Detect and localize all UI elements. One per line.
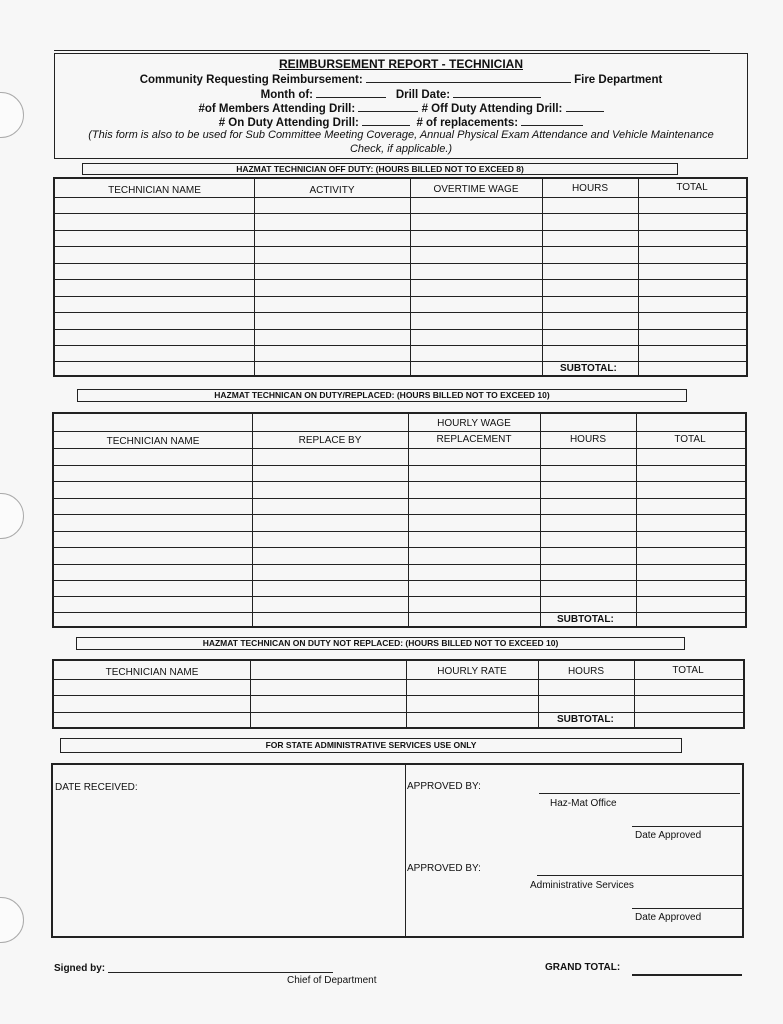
section3-subtotal-label: SUBTOTAL: — [557, 714, 614, 725]
col-hours: HOURS — [567, 666, 605, 677]
punch-hole — [0, 493, 24, 539]
approved-by-label-2: APPROVED BY: — [407, 863, 481, 874]
punch-hole — [0, 92, 24, 138]
on-duty-count-field[interactable] — [362, 115, 410, 126]
state-use-banner: FOR STATE ADMINISTRATIVE SERVICES USE ONLY — [60, 738, 682, 753]
members-label: #of Members Attending Drill: — [198, 103, 356, 115]
members-field[interactable] — [358, 101, 418, 112]
date-approved-label-1: Date Approved — [635, 830, 702, 841]
section2-banner: HAZMAT TECHNICAN ON DUTY/REPLACED: (HOURS BILLED NOT TO EXCEED 10) — [77, 389, 687, 402]
header-top-rule — [54, 50, 710, 51]
signed-by-label: Signed by: — [54, 963, 106, 974]
section3-table — [52, 659, 745, 729]
drill-date-field[interactable] — [453, 87, 541, 98]
community-field[interactable] — [366, 72, 571, 83]
section1-subtotal-label: SUBTOTAL: — [560, 363, 617, 374]
approved-by-line-2[interactable] — [537, 875, 742, 876]
section2-table — [52, 412, 747, 628]
replacements-field[interactable] — [521, 115, 583, 126]
date-approved-line-2[interactable] — [632, 908, 742, 909]
form-note-line-2: Check, if applicable.) — [349, 143, 453, 155]
date-approved-label-2: Date Approved — [635, 912, 702, 923]
col-technician-name: TECHNICIAN NAME — [108, 185, 201, 196]
section1-banner: HAZMAT TECHNICIAN OFF DUTY: (HOURS BILLED NOT TO EXCEED 8) — [82, 163, 678, 175]
approved-by-label-1: APPROVED BY: — [407, 781, 481, 792]
approved-by-line-1[interactable] — [539, 793, 740, 794]
grand-total-label: GRAND TOTAL: — [545, 962, 621, 973]
section2-subtotal-label: SUBTOTAL: — [557, 614, 614, 625]
off-duty-count-field[interactable] — [566, 101, 604, 112]
date-approved-line-1[interactable] — [632, 826, 742, 827]
on-duty-count-label: # On Duty Attending Drill: — [218, 117, 359, 129]
col-activity: ACTIVITY — [309, 185, 355, 196]
community-label: Community Requesting Reimbursement: — [139, 74, 363, 86]
signature-line[interactable] — [108, 972, 333, 973]
form-note-line-1: (This form is also to be used for Sub Committee Meeting Coverage, Annual Physical Exam Attendance and Vehicle Maintenance — [88, 129, 714, 141]
hazmat-office-label: Haz-Mat Office — [550, 798, 617, 809]
month-field[interactable] — [316, 87, 386, 98]
col-hourly-wage: HOURLY WAGE — [437, 418, 511, 429]
date-received-label: DATE RECEIVED: — [55, 782, 138, 793]
month-label: Month of: — [260, 89, 314, 101]
form-title: REIMBURSEMENT REPORT - TECHNICIAN — [278, 57, 523, 71]
col-hours: HOURS — [569, 434, 607, 445]
col-total: TOTAL — [672, 665, 704, 676]
header-box — [54, 53, 748, 159]
col-hourly-rate: HOURLY RATE — [437, 666, 507, 677]
fire-department-label: Fire Department — [574, 74, 663, 86]
admin-services-label: Administrative Services — [530, 880, 634, 891]
punch-hole — [0, 897, 24, 943]
col-total: TOTAL — [674, 434, 706, 445]
section3-banner: HAZMAT TECHNICAN ON DUTY NOT REPLACED: (HOURS BILLED NOT TO EXCEED 10) — [76, 637, 685, 650]
section1-table — [53, 177, 748, 377]
col-overtime-wage: OVERTIME WAGE — [433, 184, 519, 195]
col-technician-name: TECHNICIAN NAME — [106, 436, 200, 447]
col-total: TOTAL — [676, 182, 708, 193]
col-replace-by: REPLACE BY — [298, 435, 362, 446]
state-use-box — [51, 763, 744, 938]
replacements-label: # of replacements: — [416, 117, 519, 129]
drill-date-label: Drill Date: — [395, 89, 451, 101]
off-duty-count-label: # Off Duty Attending Drill: — [421, 103, 563, 115]
col-technician-name: TECHNICIAN NAME — [105, 667, 199, 678]
col-replacement: REPLACEMENT — [436, 434, 512, 445]
col-hours: HOURS — [571, 183, 609, 194]
grand-total-line[interactable] — [632, 974, 742, 976]
chief-label: Chief of Department — [287, 975, 377, 986]
